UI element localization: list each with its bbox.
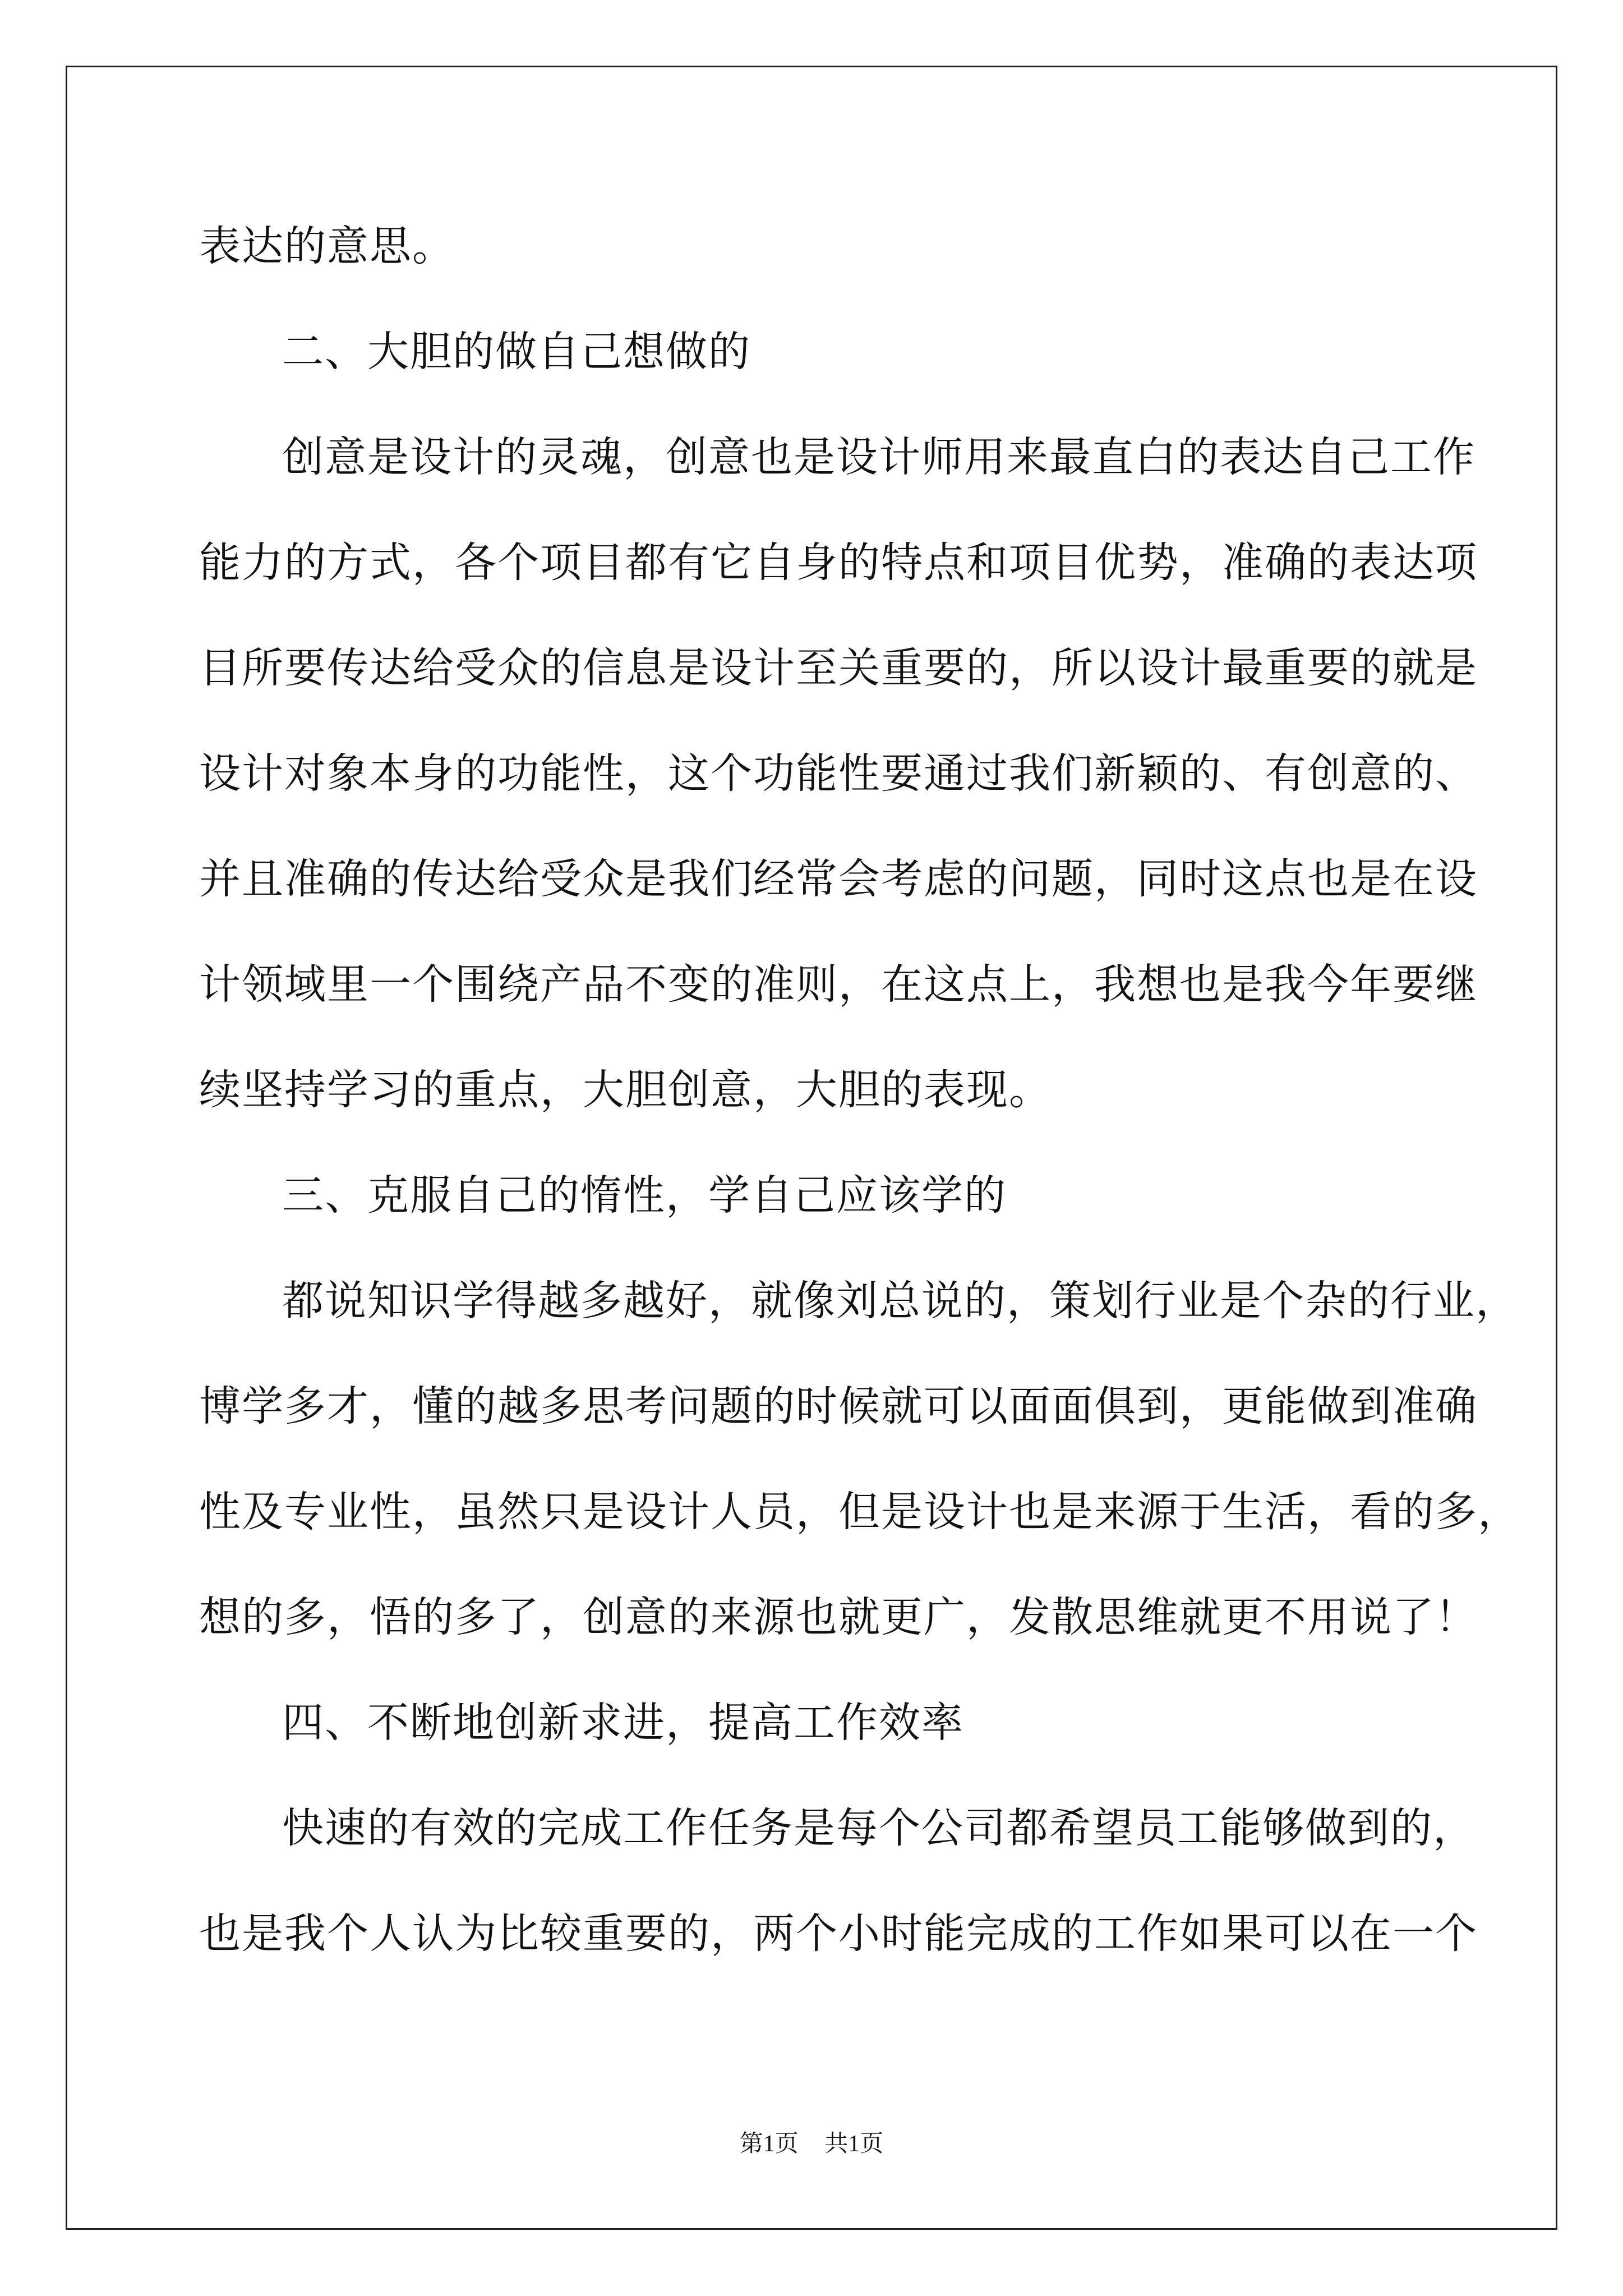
text-line: 博学多才，懂的越多思考问题的时候就可以面面俱到，更能做到准确: [199, 1382, 1478, 1430]
section-heading: 四、不断地创新求进，提高工作效率: [282, 1699, 964, 1747]
text-line: 设计对象本身的功能性，这个功能性要通过我们新颖的、有创意的、: [199, 749, 1478, 798]
text-line: 快速的有效的完成工作任务是每个公司都希望员工能够做到的，: [282, 1804, 1476, 1852]
text-line: 创意是设计的灵魂，创意也是设计师用来最直白的表达自己工作: [282, 433, 1476, 481]
page-border: [66, 66, 1557, 2230]
page-footer: [0, 2131, 1623, 2157]
text-line: 目所要传达给受众的信息是设计至关重要的，所以设计最重要的就是: [199, 644, 1478, 692]
text-line: 都说知识学得越多越好，就像刘总说的，策划行业是个杂的行业，: [282, 1277, 1518, 1325]
text-line: 性及专业性，虽然只是设计人员，但是设计也是来源于生活，看的多，: [199, 1488, 1520, 1536]
text-line: 想的多，悟的多了，创意的来源也就更广，发散思维就更不用说了！: [199, 1593, 1478, 1641]
text-line: 也是我个人认为比较重要的，两个小时能完成的工作如果可以在一个: [199, 1910, 1478, 1958]
text-line: 表达的意思。: [199, 222, 455, 270]
text-line: 计领域里一个围绕产品不变的准则，在这点上，我想也是我今年要继: [199, 960, 1478, 1009]
section-heading: 三、克服自己的惰性，学自己应该学的: [282, 1171, 1007, 1220]
text-line: 能力的方式，各个项目都有它自身的特点和项目优势，准确的表达项: [199, 539, 1478, 587]
page-number: 第1页: [739, 2131, 799, 2157]
section-heading: 二、大胆的做自己想做的: [282, 328, 751, 376]
text-line: 续坚持学习的重点，大胆创意，大胆的表现。: [199, 1066, 1052, 1114]
page-total: 共1页: [824, 2131, 884, 2157]
text-line: 并且准确的传达给受众是我们经常会考虑的问题，同时这点也是在设: [199, 855, 1478, 903]
